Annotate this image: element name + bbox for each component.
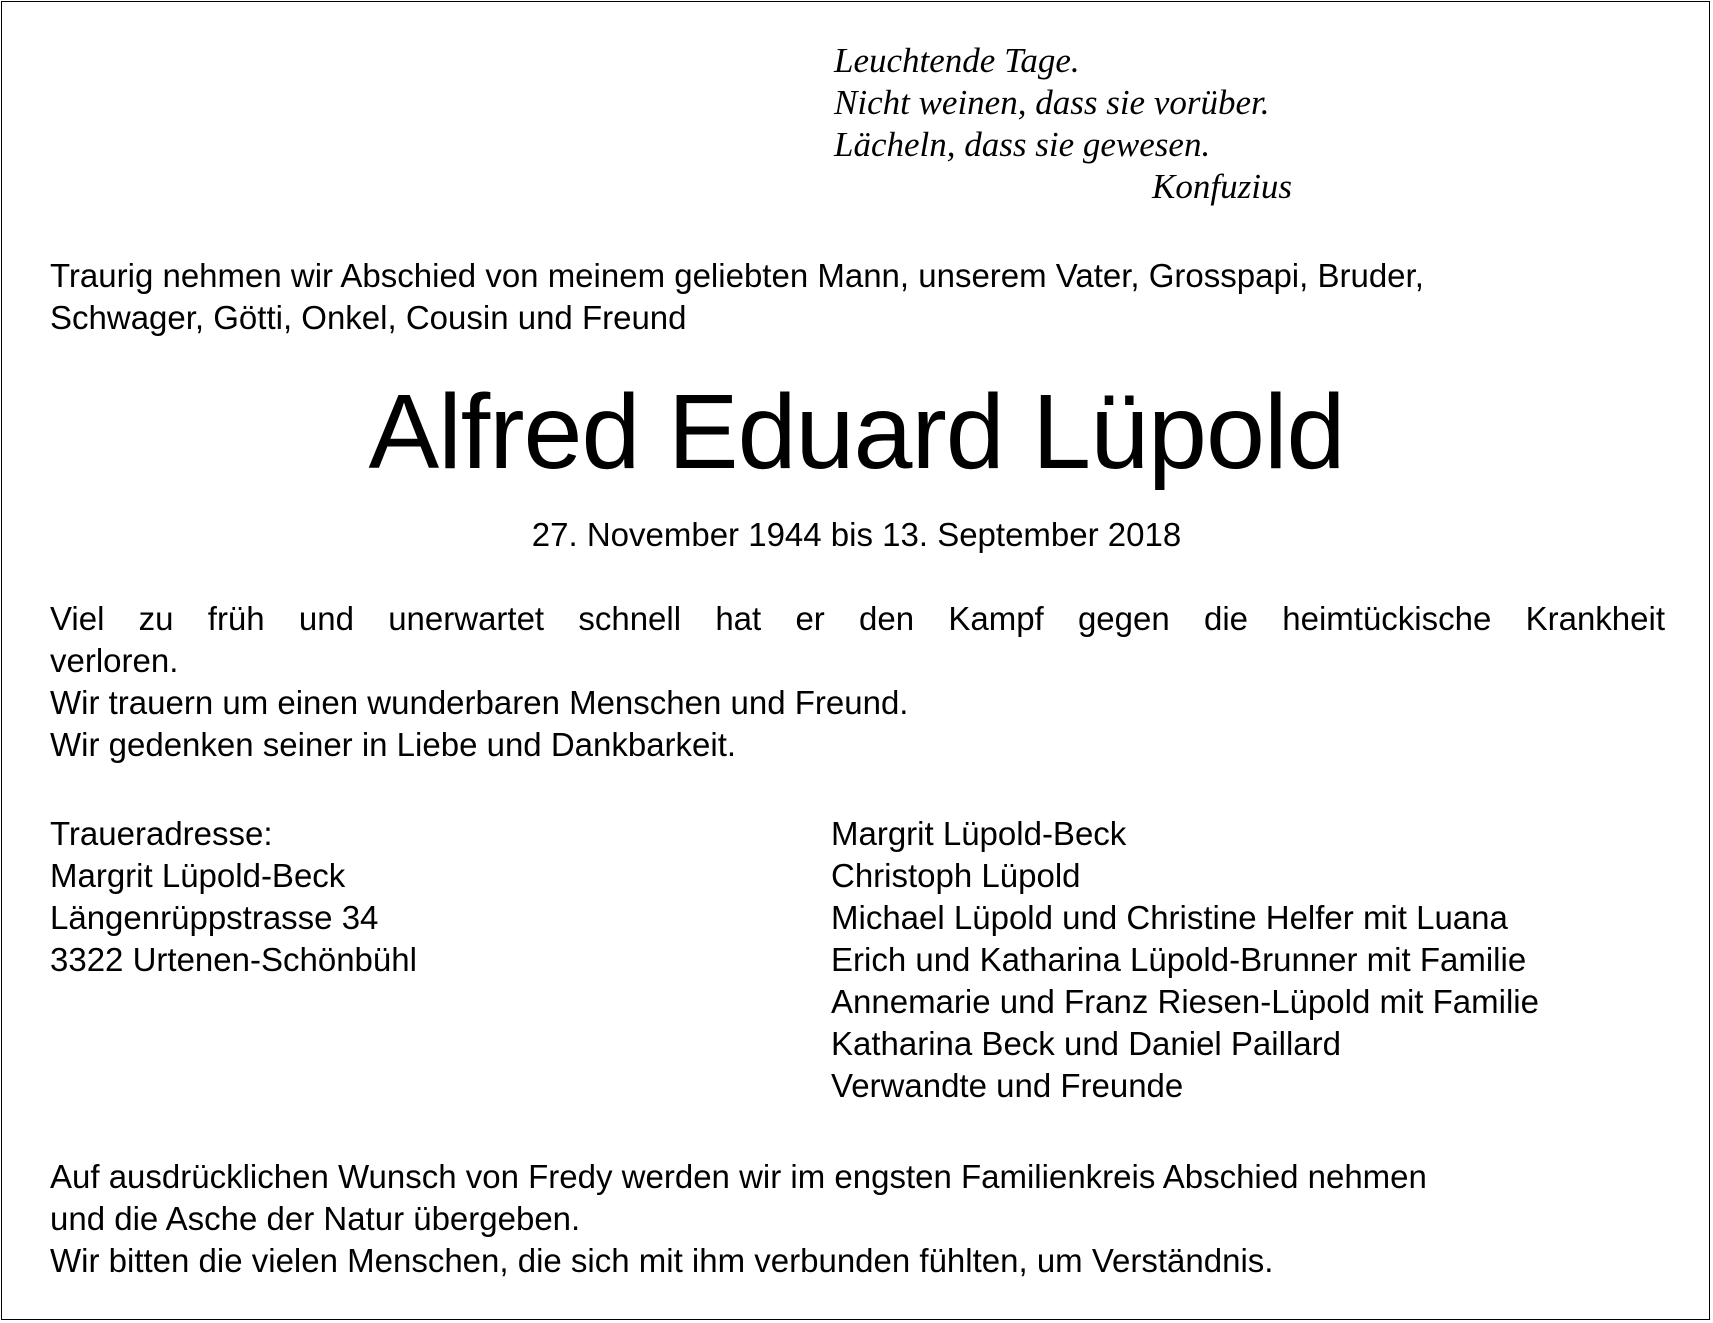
address-name: Margrit Lüpold-Beck <box>50 857 346 894</box>
closing-line: Auf ausdrücklichen Wunsch von Fredy werden wir im engsten Familienkreis Abschied nehmen <box>50 1158 1427 1195</box>
poem-author: Konfuzius <box>1152 167 1293 206</box>
mourner-entry: Christoph Lüpold <box>831 857 1081 894</box>
message-line: verloren. <box>50 642 179 679</box>
obituary-notice <box>1 1 1710 1320</box>
mourner-entry: Erich und Katharina Lüpold-Brunner mit Familie <box>831 941 1527 978</box>
intro-line: Schwager, Götti, Onkel, Cousin und Freund <box>50 299 687 336</box>
closing-line: und die Asche der Natur übergeben. <box>50 1200 581 1237</box>
mourner-entry: Katharina Beck und Daniel Paillard <box>831 1025 1341 1062</box>
message-line: Wir gedenken seiner in Liebe und Dankbarkeit. <box>50 726 737 763</box>
address-label: Traueradresse: <box>50 815 273 852</box>
poem-quote <box>834 40 1394 208</box>
mourner-entry: Michael Lüpold und Christine Helfer mit Luana <box>831 899 1508 936</box>
poem-line: Leuchtende Tage. <box>834 41 1080 80</box>
address-city: 3322 Urtenen-Schönbühl <box>50 941 417 978</box>
intro-line: Traurig nehmen wir Abschied von meinem geliebten Mann, unserem Vater, Grosspapi, Bruder, <box>50 257 1424 294</box>
address-street: Längenrüppstrasse 34 <box>50 899 379 936</box>
message-line: Viel zu früh und unerwartet schnell hat er den Kampf gegen die heimtückische Krankheit <box>50 600 1665 637</box>
mourner-entry: Annemarie und Franz Riesen-Lüpold mit Familie <box>831 983 1539 1020</box>
poem-line: Nicht weinen, dass sie vorüber. <box>834 83 1270 122</box>
mourners-list <box>831 813 1691 1107</box>
intro-text <box>50 255 1670 339</box>
life-dates: 27. November 1944 bis 13. September 2018 <box>531 516 1182 553</box>
mourner-entry: Verwandte und Freunde <box>831 1067 1184 1104</box>
closing-text <box>50 1156 1670 1282</box>
deceased-name: Alfred Eduard Lüpold <box>368 373 1345 491</box>
poem-line: Lächeln, dass sie gewesen. <box>834 125 1211 164</box>
mourner-entry: Margrit Lüpold-Beck <box>831 815 1127 852</box>
closing-line: Wir bitten die vielen Menschen, die sich mit ihm verbunden fühlten, um Verständnis. <box>50 1242 1274 1279</box>
message-text <box>50 598 1665 766</box>
message-line: Wir trauern um einen wunderbaren Menschen und Freund. <box>50 684 909 721</box>
mourning-address <box>50 813 750 981</box>
